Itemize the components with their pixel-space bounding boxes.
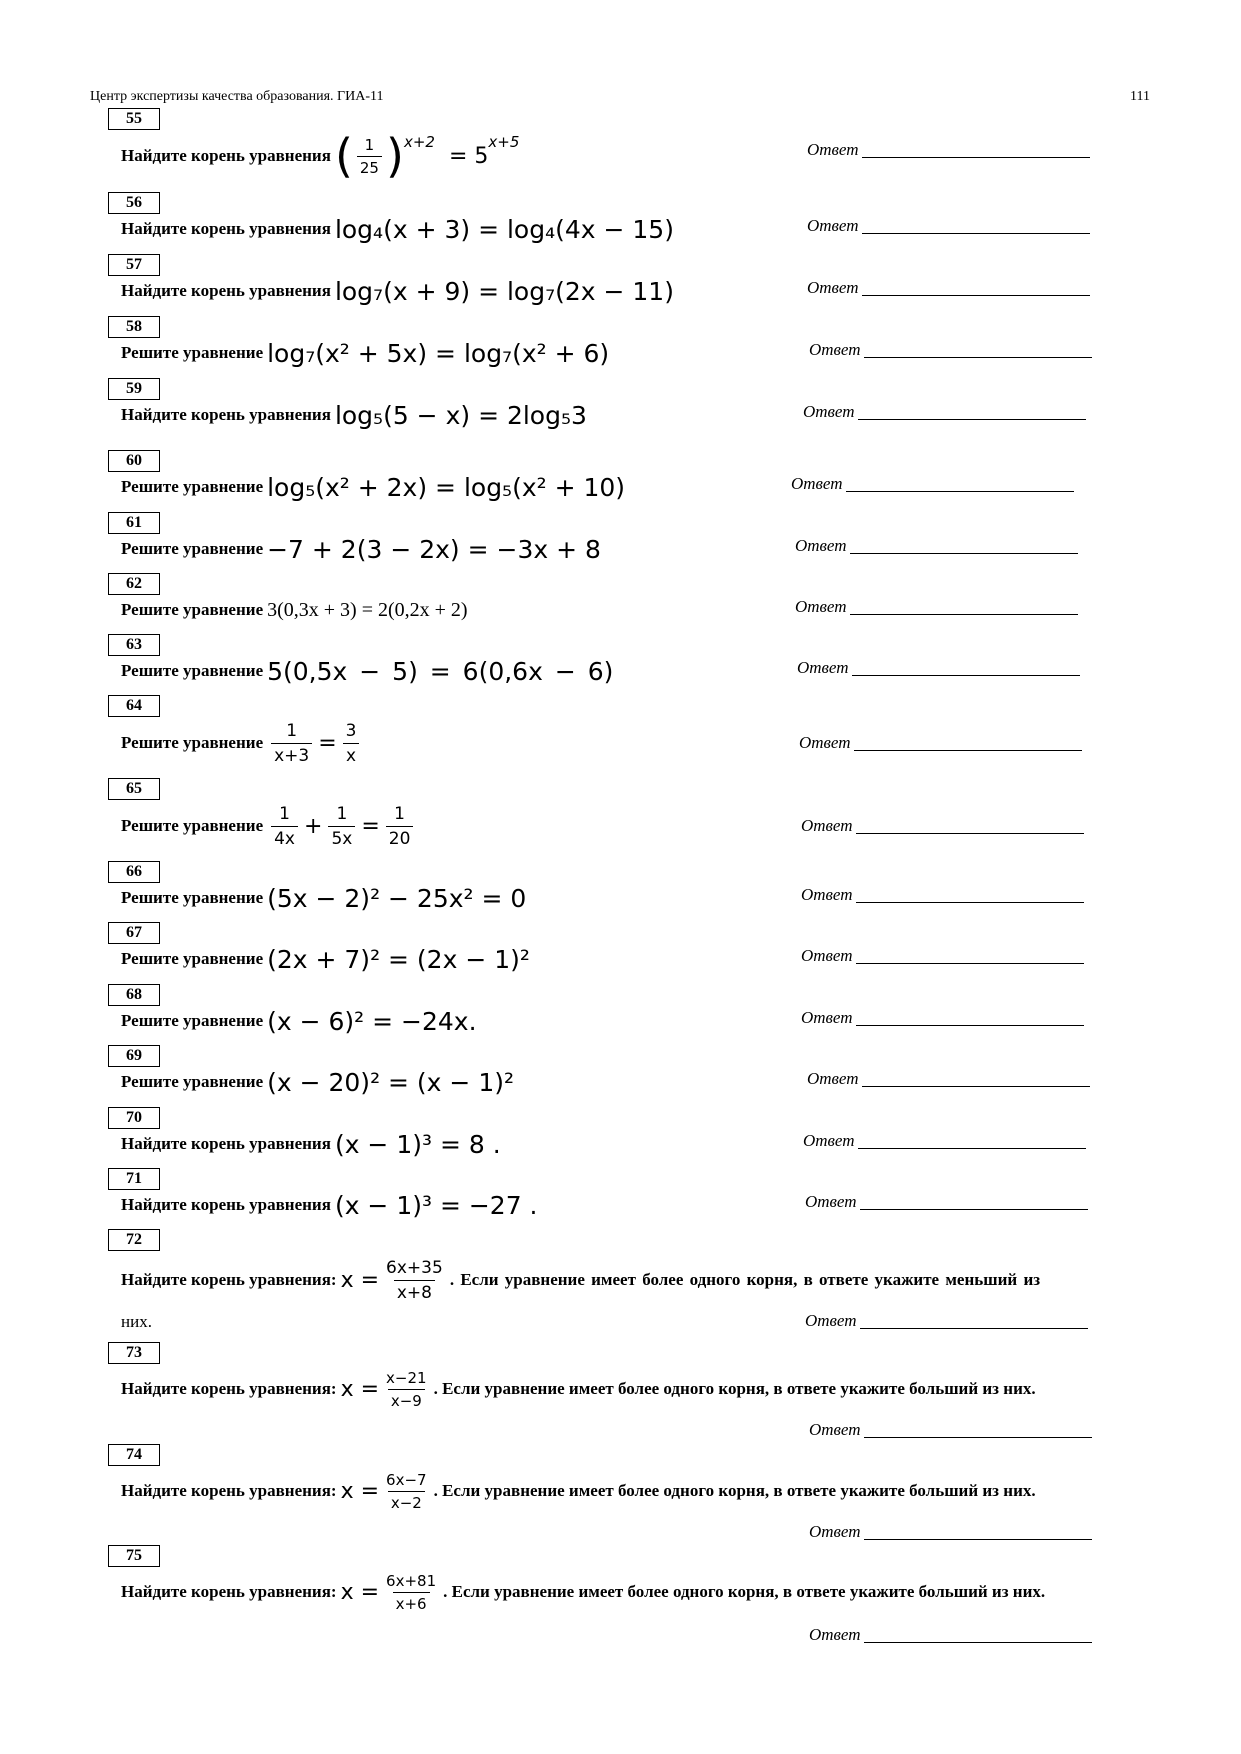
task-number: 58 <box>108 316 160 338</box>
task-equation: (x − 1)³ = 8 . <box>334 1129 501 1159</box>
answer-field[interactable]: Ответ <box>807 140 1090 160</box>
task-prompt: Найдите корень уравнения <box>121 1134 331 1153</box>
task-number: 68 <box>108 984 160 1006</box>
task-equation: −7 + 2(3 − 2x) = −3x + 8 <box>267 534 601 564</box>
answer-field[interactable]: Ответ <box>809 1420 1092 1440</box>
answer-field[interactable]: Ответ <box>801 946 1084 966</box>
task-prompt: Решите уравнение <box>121 661 264 680</box>
task-number: 67 <box>108 922 160 944</box>
task-67 <box>107 922 1132 974</box>
task-prompt: Решите уравнение <box>121 733 264 752</box>
answer-field[interactable]: Ответ <box>809 340 1092 360</box>
answer-field[interactable]: Ответ <box>801 816 1084 836</box>
task-equation: (5x − 2)² − 25x² = 0 <box>267 883 527 913</box>
header-title: Центр экспертизы качества образования. ГИА-11 <box>90 89 384 104</box>
task-74 <box>107 1444 1132 1544</box>
task-66 <box>107 861 1132 913</box>
answer-field[interactable]: Ответ <box>795 536 1078 556</box>
task-64 <box>107 695 1132 765</box>
task-equation: x = $\frac{6x+81}{x+6}$ <box>340 1571 437 1613</box>
task-prompt: Решите уравнение <box>121 888 264 907</box>
task-65 <box>107 778 1132 848</box>
task-prompt: Решите уравнение <box>121 477 264 496</box>
answer-field[interactable]: Ответ <box>807 278 1090 298</box>
task-prompt: Найдите корень уравнения <box>121 146 331 165</box>
task-prompt: Найдите корень уравнения <box>121 281 331 300</box>
task-prompt: Решите уравнение <box>121 1072 264 1091</box>
task-equation: log₇(x + 9) = log₇(2x − 11) <box>334 276 674 306</box>
task-condition-cont: них. <box>121 1312 152 1331</box>
task-63 <box>107 634 1132 686</box>
task-70 <box>107 1107 1132 1159</box>
task-prompt: Решите уравнение <box>121 343 264 362</box>
task-equation: x = $\frac{x-21}{x-9}$ <box>340 1368 427 1410</box>
task-equation: x = $\frac{6x-7}{x-2}$ <box>340 1470 427 1512</box>
task-number: 61 <box>108 512 160 534</box>
task-prompt: Найдите корень уравнения: <box>121 1582 337 1601</box>
task-equation: log₄(x + 3) = log₄(4x − 15) <box>334 214 674 244</box>
answer-field[interactable]: Ответ <box>805 1311 1088 1331</box>
task-number: 71 <box>108 1168 160 1190</box>
task-number: 57 <box>108 254 160 276</box>
page-number: 111 <box>1130 89 1150 104</box>
task-number: 62 <box>108 573 160 595</box>
answer-field[interactable]: Ответ <box>791 474 1074 494</box>
task-number: 65 <box>108 778 160 800</box>
task-62 <box>107 573 1132 621</box>
task-71 <box>107 1168 1132 1220</box>
task-number: 55 <box>108 108 160 130</box>
task-57 <box>107 254 1132 306</box>
task-number: 69 <box>108 1045 160 1067</box>
task-prompt: Найдите корень уравнения <box>121 1195 331 1214</box>
task-equation: (2x + 7)² = (2x − 1)² <box>267 944 530 974</box>
task-number: 74 <box>108 1444 160 1466</box>
task-prompt: Решите уравнение <box>121 949 264 968</box>
task-condition: . Если уравнение имеет более одного корня, в ответе укажите больший из них. <box>443 1582 1046 1601</box>
task-prompt: Решите уравнение <box>121 816 264 835</box>
task-61 <box>107 512 1132 564</box>
answer-field[interactable]: Ответ <box>801 1008 1084 1028</box>
task-55 <box>107 108 1132 183</box>
task-condition: . Если уравнение имеет более одного корня, в ответе укажите больший из них. <box>433 1481 1036 1500</box>
task-prompt: Решите уравнение <box>121 1011 264 1030</box>
answer-field[interactable]: Ответ <box>807 216 1090 236</box>
task-prompt: Найдите корень уравнения: <box>121 1379 337 1398</box>
answer-field[interactable]: Ответ <box>807 1069 1090 1089</box>
task-equation: (x − 6)² = −24x. <box>267 1006 477 1036</box>
task-58 <box>107 316 1132 368</box>
task-condition: . Если уравнение имеет более одного корня, в ответе укажите больший из них. <box>433 1379 1036 1398</box>
task-prompt: Найдите корень уравнения: <box>121 1481 337 1500</box>
task-prompt: Найдите корень уравнения: <box>121 1270 337 1289</box>
task-prompt: Найдите корень уравнения <box>121 405 331 424</box>
task-prompt: Решите уравнение <box>121 600 264 619</box>
task-number: 59 <box>108 378 160 400</box>
task-56 <box>107 192 1132 244</box>
task-equation: log₅(x² + 2x) = log₅(x² + 10) <box>267 472 626 502</box>
task-60 <box>107 450 1132 502</box>
answer-field[interactable]: Ответ <box>795 597 1078 617</box>
task-number: 63 <box>108 634 160 656</box>
task-72 <box>107 1229 1132 1339</box>
task-equation: log₇(x² + 5x) = log₇(x² + 6) <box>267 338 610 368</box>
answer-field[interactable]: Ответ <box>809 1625 1092 1645</box>
task-68 <box>107 984 1132 1036</box>
task-number: 64 <box>108 695 160 717</box>
answer-field[interactable]: Ответ <box>809 1522 1092 1542</box>
task-equation: x = $\frac{6x+35}{x+8}$ <box>340 1257 443 1303</box>
answer-field[interactable]: Ответ <box>797 658 1080 678</box>
task-number: 66 <box>108 861 160 883</box>
task-number: 72 <box>108 1229 160 1251</box>
task-number: 56 <box>108 192 160 214</box>
task-59 <box>107 378 1132 430</box>
task-number: 73 <box>108 1342 160 1364</box>
answer-field[interactable]: Ответ <box>801 885 1084 905</box>
answer-field[interactable]: Ответ <box>803 402 1086 422</box>
task-75 <box>107 1545 1132 1645</box>
task-73 <box>107 1342 1132 1442</box>
task-equation: 5(0,5x − 5) = 6(0,6x − 6) <box>267 656 614 686</box>
task-equation: (x − 20)² = (x − 1)² <box>267 1067 514 1097</box>
task-equation: (x − 1)³ = −27 . <box>334 1190 538 1220</box>
task-equation: ( $\frac{1}{25}$ ) $^{x+2}$ = 5 $^{x+5}$ <box>334 129 520 183</box>
task-equation: 3(0,3x + 3) = 2(0,2x + 2) <box>267 598 468 621</box>
answer-field[interactable]: Ответ <box>803 1131 1086 1151</box>
task-condition: . Если уравнение имеет более одного корня, в ответе укажите меньший из <box>449 1270 1041 1289</box>
task-number: 60 <box>108 450 160 472</box>
task-equation: $\frac{1}{x+3}$ = $\frac{3}{x}$ <box>267 721 363 766</box>
task-prompt: Найдите корень уравнения <box>121 219 331 238</box>
task-number: 70 <box>108 1107 160 1129</box>
task-equation: log₅(5 − x) = 2log₅3 <box>334 400 587 430</box>
answer-field[interactable]: Ответ <box>799 733 1082 753</box>
task-69 <box>107 1045 1132 1097</box>
answer-field[interactable]: Ответ <box>805 1192 1088 1212</box>
task-number: 75 <box>108 1545 160 1567</box>
task-equation: $\frac{1}{4x}$ + $\frac{1}{5x}$ = $\frac{1}{20}$ <box>267 804 417 849</box>
task-prompt: Решите уравнение <box>121 539 264 558</box>
